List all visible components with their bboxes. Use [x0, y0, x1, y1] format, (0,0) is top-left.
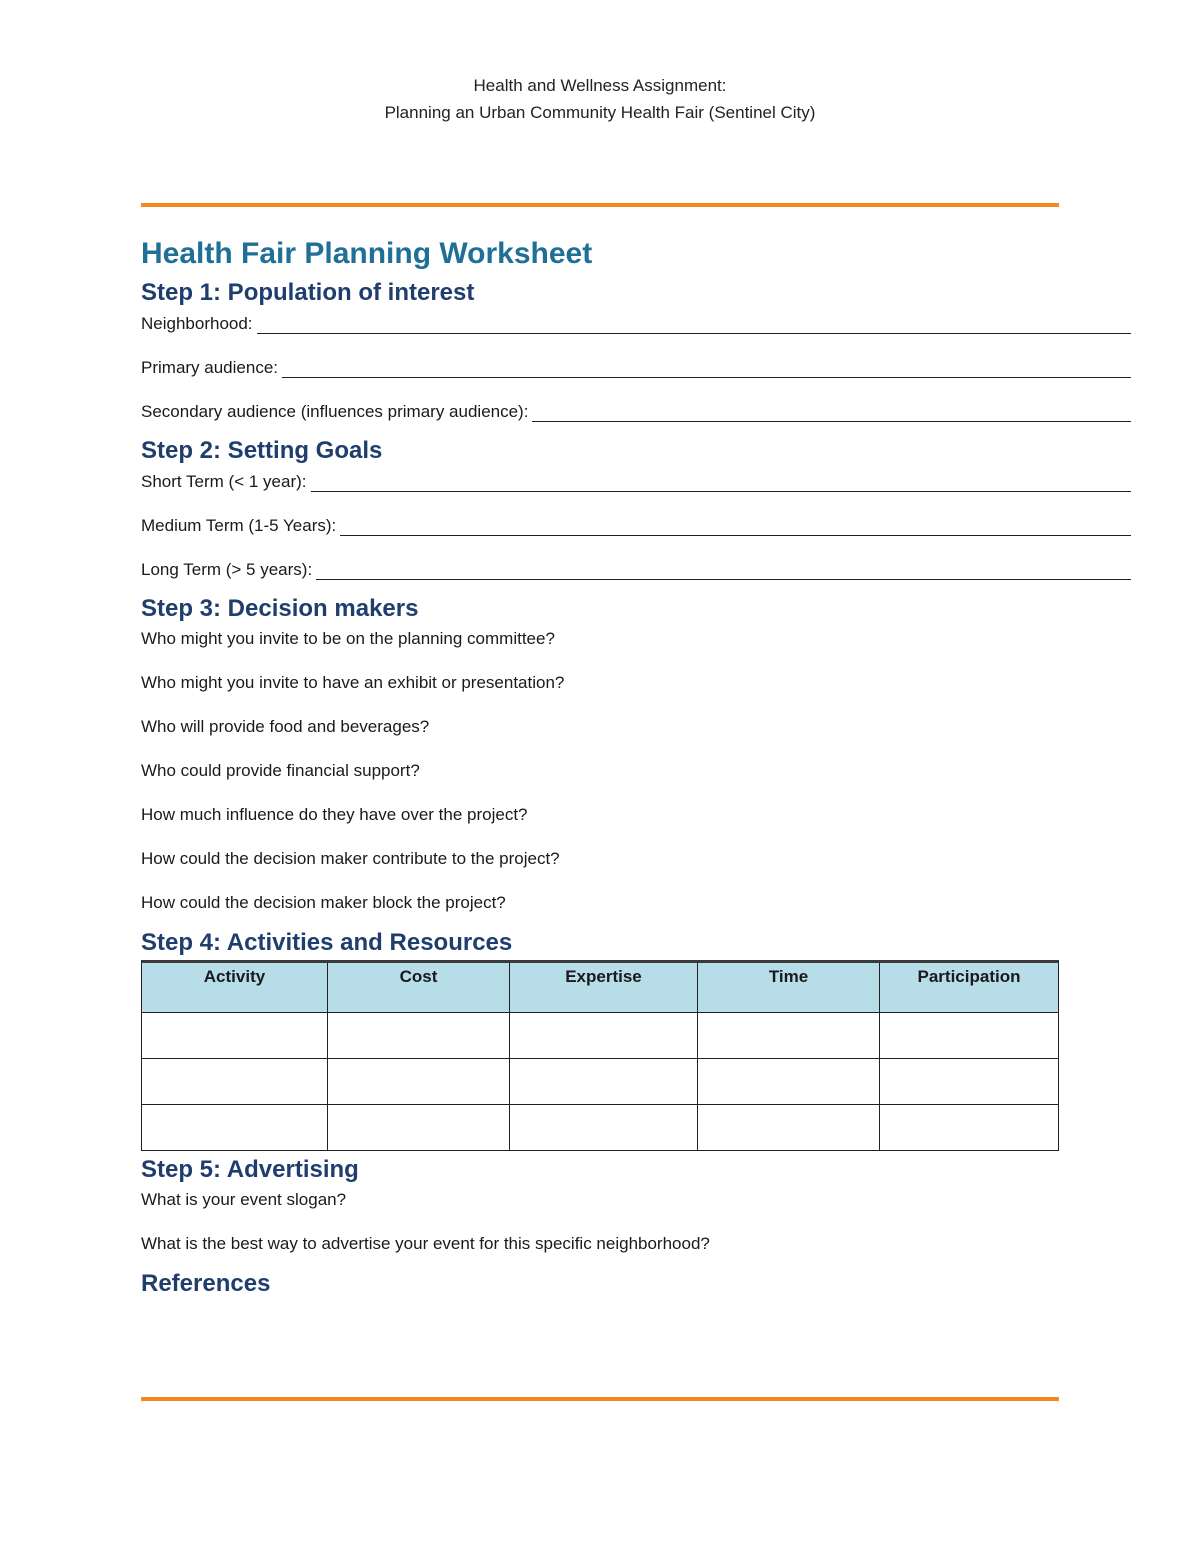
table-cell[interactable] [142, 1013, 328, 1059]
step5-heading: Step 5: Advertising [141, 1156, 359, 1183]
short-term-field[interactable] [141, 470, 1131, 492]
table-cell[interactable] [328, 1059, 510, 1105]
step2-heading: Step 2: Setting Goals [141, 437, 383, 464]
question-block: How could the decision maker block the project? [141, 893, 506, 912]
activities-resources-table [141, 960, 1059, 1151]
bottom-divider [141, 1397, 1059, 1401]
table-row [142, 1013, 1059, 1059]
column-header-participation: Participation [880, 962, 1059, 1013]
top-divider [141, 203, 1059, 207]
table-cell[interactable] [698, 1105, 880, 1151]
page-title: Health Fair Planning Worksheet [141, 237, 593, 270]
secondary-audience-field[interactable] [141, 400, 1131, 422]
neighborhood-field[interactable] [141, 312, 1131, 334]
step3-heading: Step 3: Decision makers [141, 595, 419, 622]
question-slogan: What is your event slogan? [141, 1190, 347, 1209]
answer-line[interactable] [311, 475, 1132, 492]
column-header-activity: Activity [142, 962, 328, 1013]
table-row [142, 1105, 1059, 1151]
answer-line[interactable] [282, 361, 1131, 378]
table-cell[interactable] [698, 1059, 880, 1105]
answer-line[interactable] [316, 563, 1131, 580]
header-line-1: Health and Wellness Assignment: [473, 76, 727, 95]
step1-heading: Step 1: Population of interest [141, 279, 475, 306]
question-food: Who will provide food and beverages? [141, 717, 430, 736]
step4-heading: Step 4: Activities and Resources [141, 929, 513, 956]
header-line-2: Planning an Urban Community Health Fair (Sentinel City) [384, 103, 816, 122]
table-row [142, 1059, 1059, 1105]
table-cell[interactable] [328, 1013, 510, 1059]
references-heading: References [141, 1270, 271, 1297]
question-exhibit: Who might you invite to have an exhibit or presentation? [141, 673, 565, 692]
table-cell[interactable] [698, 1013, 880, 1059]
field-label: Secondary audience (influences primary audience): [141, 402, 529, 421]
medium-term-field[interactable] [141, 514, 1131, 536]
table-cell[interactable] [142, 1059, 328, 1105]
column-header-time: Time [698, 962, 880, 1013]
table-cell[interactable] [880, 1105, 1059, 1151]
table-header-row [142, 962, 1059, 1013]
question-advertise: What is the best way to advertise your event for this specific neighborhood? [141, 1234, 710, 1253]
answer-line[interactable] [532, 405, 1131, 422]
column-header-expertise: Expertise [510, 962, 698, 1013]
table-cell[interactable] [880, 1013, 1059, 1059]
question-planning-committee: Who might you invite to be on the planning committee? [141, 629, 555, 648]
primary-audience-field[interactable] [141, 356, 1131, 378]
field-label: Primary audience: [141, 358, 279, 377]
worksheet-body [141, 232, 1131, 1301]
table-cell[interactable] [510, 1013, 698, 1059]
table-cell[interactable] [880, 1059, 1059, 1105]
document-header [0, 72, 1200, 126]
field-label: Short Term (< 1 year): [141, 472, 307, 491]
long-term-field[interactable] [141, 558, 1131, 580]
answer-line[interactable] [257, 317, 1131, 334]
table-cell[interactable] [328, 1105, 510, 1151]
question-influence: How much influence do they have over the project? [141, 805, 528, 824]
field-label: Long Term (> 5 years): [141, 560, 313, 579]
field-label: Neighborhood: [141, 314, 253, 333]
question-financial-support: Who could provide financial support? [141, 761, 420, 780]
field-label: Medium Term (1-5 Years): [141, 516, 337, 535]
table-cell[interactable] [510, 1105, 698, 1151]
table-cell[interactable] [510, 1059, 698, 1105]
answer-line[interactable] [340, 519, 1131, 536]
table-cell[interactable] [142, 1105, 328, 1151]
question-contribute: How could the decision maker contribute to the project? [141, 849, 560, 868]
column-header-cost: Cost [328, 962, 510, 1013]
